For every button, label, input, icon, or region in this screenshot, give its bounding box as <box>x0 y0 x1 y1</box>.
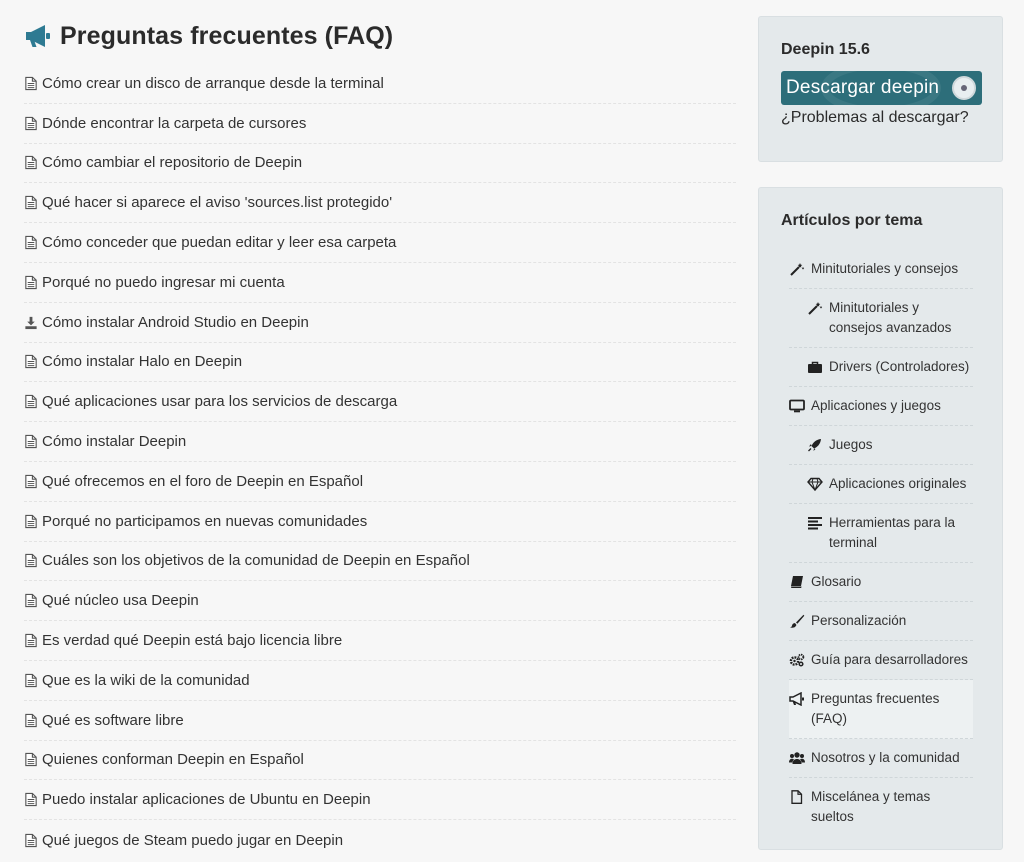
faq-link[interactable]: Porqué no participamos en nuevas comunidades <box>42 512 368 530</box>
document-icon <box>24 275 38 290</box>
faq-item[interactable] <box>24 661 736 701</box>
document-icon <box>24 195 38 210</box>
topic-label: Preguntas frecuentes (FAQ) <box>811 691 940 726</box>
faq-item[interactable] <box>24 223 736 263</box>
document-icon <box>24 235 38 250</box>
topic-label: Personalización <box>811 613 907 628</box>
faq-item[interactable] <box>24 104 736 144</box>
document-icon <box>24 673 38 688</box>
topic-item[interactable] <box>789 641 973 680</box>
document-icon <box>24 474 38 489</box>
document-icon <box>24 833 38 848</box>
faq-item[interactable] <box>24 820 736 860</box>
cogs-icon <box>789 653 805 667</box>
topics-panel <box>758 187 1003 850</box>
book-icon <box>789 575 805 589</box>
faq-link[interactable]: Cómo instalar Deepin <box>42 433 187 451</box>
faq-link[interactable]: Qué es software libre <box>42 711 184 729</box>
faq-link[interactable]: Es verdad qué Deepin está bajo licencia libre <box>42 632 343 650</box>
topic-label: Glosario <box>811 574 862 589</box>
bullhorn-icon <box>789 692 805 706</box>
faq-item[interactable] <box>24 382 736 422</box>
topic-item[interactable] <box>789 387 973 426</box>
download-problems-link[interactable]: ¿Problemas al descargar? <box>781 109 969 126</box>
download-icon <box>24 315 38 330</box>
document-icon <box>24 792 38 807</box>
topic-label: Aplicaciones y juegos <box>811 398 941 413</box>
topic-label: Minitutoriales y consejos avanzados <box>829 300 952 335</box>
faq-item[interactable] <box>24 343 736 383</box>
topic-item[interactable] <box>789 426 973 465</box>
faq-item[interactable] <box>24 542 736 582</box>
faq-link[interactable]: Quienes conforman Deepin en Español <box>42 751 304 769</box>
topics-list <box>789 250 973 836</box>
faq-link[interactable]: Qué ofrecemos en el foro de Deepin en Español <box>42 472 364 490</box>
faq-link[interactable]: Cómo crear un disco de arranque desde la terminal <box>42 74 384 92</box>
magic-wand-icon <box>789 262 805 276</box>
magic-wand-icon <box>807 301 823 315</box>
topic-item[interactable] <box>789 465 973 504</box>
topic-label: Drivers (Controladores) <box>829 359 970 374</box>
topic-item-active[interactable] <box>789 680 973 739</box>
faq-item[interactable] <box>24 502 736 542</box>
topic-label: Minitutoriales y consejos <box>811 261 959 276</box>
download-button[interactable] <box>781 71 982 105</box>
document-icon <box>24 76 38 91</box>
paintbrush-icon <box>789 614 805 628</box>
faq-link[interactable]: Qué núcleo usa Deepin <box>42 592 199 610</box>
topic-item[interactable] <box>789 348 973 387</box>
topics-panel-title: Artículos por tema <box>781 212 923 229</box>
diamond-icon <box>807 477 823 491</box>
faq-item[interactable] <box>24 780 736 820</box>
download-panel <box>758 16 1003 162</box>
document-icon <box>24 434 38 449</box>
faq-link[interactable]: Qué juegos de Steam puedo jugar en Deepin <box>42 831 344 849</box>
topic-label: Nosotros y la comunidad <box>811 750 960 765</box>
document-icon <box>24 514 38 529</box>
document-icon <box>24 116 38 131</box>
faq-item[interactable] <box>24 144 736 184</box>
topic-label: Herramientas para la terminal <box>829 515 956 550</box>
topic-label: Juegos <box>829 437 873 452</box>
document-icon <box>24 553 38 568</box>
faq-item[interactable] <box>24 64 736 104</box>
align-left-icon <box>807 516 823 530</box>
users-icon <box>789 751 805 765</box>
page-title: Preguntas frecuentes (FAQ) <box>60 21 394 50</box>
topic-item[interactable] <box>789 739 973 778</box>
faq-item[interactable] <box>24 263 736 303</box>
faq-link[interactable]: Qué aplicaciones usar para los servicios de descarga <box>42 393 398 411</box>
document-icon <box>24 752 38 767</box>
topic-item[interactable] <box>789 602 973 641</box>
rocket-icon <box>807 438 823 452</box>
faq-item[interactable] <box>24 701 736 741</box>
faq-link[interactable]: Dónde encontrar la carpeta de cursores <box>42 114 307 132</box>
briefcase-icon <box>807 360 823 374</box>
main-content <box>24 0 736 860</box>
faq-item[interactable] <box>24 741 736 781</box>
faq-link[interactable]: Cómo instalar Android Studio en Deepin <box>42 313 309 331</box>
faq-link[interactable]: Cómo instalar Halo en Deepin <box>42 353 243 371</box>
download-button-label: Descargar deepin <box>786 77 940 98</box>
faq-item[interactable] <box>24 422 736 462</box>
faq-item[interactable] <box>24 581 736 621</box>
disc-icon <box>952 76 976 100</box>
faq-list <box>24 64 736 860</box>
topic-item[interactable] <box>789 778 973 836</box>
topic-label: Aplicaciones originales <box>829 476 967 491</box>
faq-link[interactable]: Cómo cambiar el repositorio de Deepin <box>42 154 303 172</box>
monitor-icon <box>789 399 805 413</box>
faq-link[interactable]: Cómo conceder que puedan editar y leer esa carpeta <box>42 234 397 252</box>
file-outline-icon <box>789 790 805 804</box>
topic-item[interactable] <box>789 504 973 563</box>
page-header <box>24 0 736 70</box>
topic-label: Guía para desarrolladores <box>811 652 968 667</box>
document-icon <box>24 713 38 728</box>
document-icon <box>24 593 38 608</box>
faq-link[interactable]: Que es la wiki de la comunidad <box>42 671 250 689</box>
topic-item[interactable] <box>789 289 973 348</box>
topic-label: Miscelánea y temas sueltos <box>811 789 931 824</box>
faq-link[interactable]: Puedo instalar aplicaciones de Ubuntu en Deepin <box>42 791 371 809</box>
faq-link[interactable]: Qué hacer si aparece el aviso 'sources.list protegido' <box>42 194 393 212</box>
faq-link[interactable]: Porqué no puedo ingresar mi cuenta <box>42 273 285 291</box>
faq-item[interactable] <box>24 462 736 502</box>
document-icon <box>24 394 38 409</box>
faq-item[interactable] <box>24 183 736 223</box>
download-panel-title: Deepin 15.6 <box>781 41 870 58</box>
faq-item[interactable] <box>24 303 736 343</box>
faq-item[interactable] <box>24 621 736 661</box>
bullhorn-icon <box>24 24 52 48</box>
topic-item[interactable] <box>789 563 973 602</box>
document-icon <box>24 354 38 369</box>
document-icon <box>24 633 38 648</box>
document-icon <box>24 155 38 170</box>
topic-item[interactable] <box>789 250 973 289</box>
faq-link[interactable]: Cuáles son los objetivos de la comunidad de Deepin en Español <box>42 552 470 570</box>
